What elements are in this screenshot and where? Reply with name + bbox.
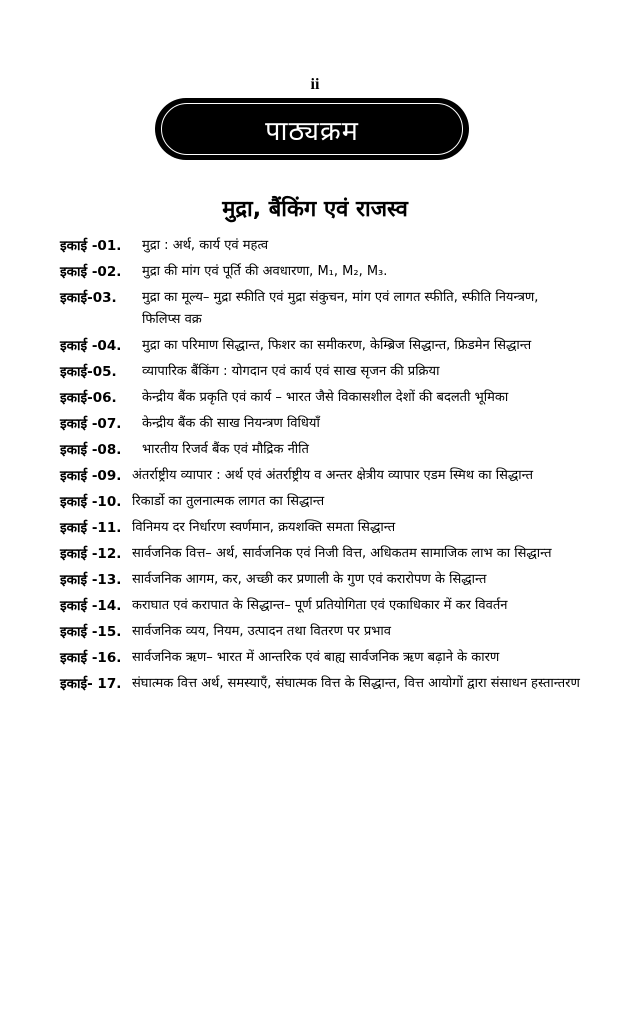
unit-label: इकाई -16. xyxy=(60,650,122,666)
unit-label: इकाई -04. xyxy=(60,338,122,354)
unit-item xyxy=(60,287,580,331)
unit-text: मुद्रा का मूल्य– मुद्रा स्फीति एवं मुद्रा संकुचन, मांग एवं लागत स्फीति, स्फीति नियन्त्रण, फिलिप्स वक्र xyxy=(142,290,539,327)
unit-item xyxy=(60,439,580,461)
unit-label: इकाई -15. xyxy=(60,624,122,640)
unit-item xyxy=(60,335,580,357)
unit-item xyxy=(60,673,580,695)
unit-item xyxy=(60,517,580,539)
page-number: ii xyxy=(310,76,320,93)
unit-label: इकाई -09. xyxy=(60,468,122,484)
unit-text: मुद्रा का परिमाण सिद्धान्त, फिशर का समीकरण, केम्ब्रिज सिद्धान्त, फ्रिडमेन सिद्धान्त xyxy=(142,338,532,353)
unit-label: इकाई- 17. xyxy=(60,676,122,692)
unit-text: मुद्रा की मांग एवं पूर्ति की अवधारणा, M₁, M₂, M₃. xyxy=(142,264,388,279)
unit-label: इकाई -02. xyxy=(60,264,122,280)
unit-text: व्यापारिक बैंकिंग : योगदान एवं कार्य एवं साख सृजन की प्रक्रिया xyxy=(142,364,440,379)
unit-label: इकाई -11. xyxy=(60,520,122,536)
unit-item xyxy=(60,491,580,513)
unit-label: इकाई -07. xyxy=(60,416,122,432)
syllabus-banner-frame xyxy=(161,103,463,155)
unit-label: इकाई -12. xyxy=(60,546,122,562)
subject-title: मुद्रा, बैंकिंग एवं राजस्व xyxy=(222,197,408,222)
unit-item xyxy=(60,569,580,591)
unit-list xyxy=(60,235,580,699)
syllabus-banner xyxy=(155,98,469,160)
unit-item xyxy=(60,235,580,257)
unit-text: केन्द्रीय बैंक की साख नियन्त्रण विधियाँ xyxy=(142,416,320,431)
unit-text: विनिमय दर निर्धारण स्वर्णमान, क्रयशक्ति समता सिद्धान्त xyxy=(132,520,396,535)
unit-text: भारतीय रिजर्व बैंक एवं मौद्रिक नीति xyxy=(142,442,309,457)
unit-label: इकाई -01. xyxy=(60,238,122,254)
unit-item xyxy=(60,361,580,383)
unit-text: मुद्रा : अर्थ, कार्य एवं महत्व xyxy=(142,238,269,253)
unit-label: इकाई -10. xyxy=(60,494,122,510)
unit-label: इकाई-05. xyxy=(60,364,117,380)
unit-item xyxy=(60,543,580,565)
unit-label: इकाई-06. xyxy=(60,390,117,406)
unit-label: इकाई -08. xyxy=(60,442,122,458)
unit-item xyxy=(60,261,580,283)
unit-item xyxy=(60,387,580,409)
unit-text: केन्द्रीय बैंक प्रकृति एवं कार्य – भारत जैसे विकासशील देशों की बदलती भूमिका xyxy=(142,390,509,405)
unit-label: इकाई -13. xyxy=(60,572,122,588)
unit-label: इकाई-03. xyxy=(60,290,117,306)
unit-text: संघात्मक वित्त अर्थ, समस्याएँ, संघात्मक वित्त के सिद्धान्त, वित्त आयोगों द्वारा संसाधन हस्तान्तरण xyxy=(132,676,580,691)
unit-item xyxy=(60,413,580,435)
unit-text: सार्वजनिक वित्त– अर्थ, सार्वजनिक एवं निजी वित्त, अधिकतम सामाजिक लाभ का सिद्धान्त xyxy=(132,546,552,561)
unit-item xyxy=(60,595,580,617)
unit-text: सार्वजनिक व्यय, नियम, उत्पादन तथा वितरण पर प्रभाव xyxy=(132,624,391,639)
unit-text: अंतर्राष्ट्रीय व्यापार : अर्थ एवं अंतर्राष्ट्रीय व अन्तर क्षेत्रीय व्यापार एडम स्मिथ का सिद्धान्त xyxy=(132,468,534,483)
unit-item xyxy=(60,621,580,643)
unit-item xyxy=(60,647,580,669)
unit-item xyxy=(60,465,580,487)
unit-text: कराघात एवं करापात के सिद्धान्त– पूर्ण प्रतियोगिता एवं एकाधिकार में कर विवर्तन xyxy=(132,598,508,613)
banner-title: पाठ्यक्रम xyxy=(265,115,359,147)
unit-text: रिकार्डो का तुलनात्मक लागत का सिद्धान्त xyxy=(132,494,325,509)
unit-text: सार्वजनिक ऋण– भारत में आन्तरिक एवं बाह्य सार्वजनिक ऋण बढ़ाने के कारण xyxy=(132,650,500,665)
unit-label: इकाई -14. xyxy=(60,598,122,614)
unit-text: सार्वजनिक आगम, कर, अच्छी कर प्रणाली के गुण एवं करारोपण के सिद्धान्त xyxy=(132,572,487,587)
